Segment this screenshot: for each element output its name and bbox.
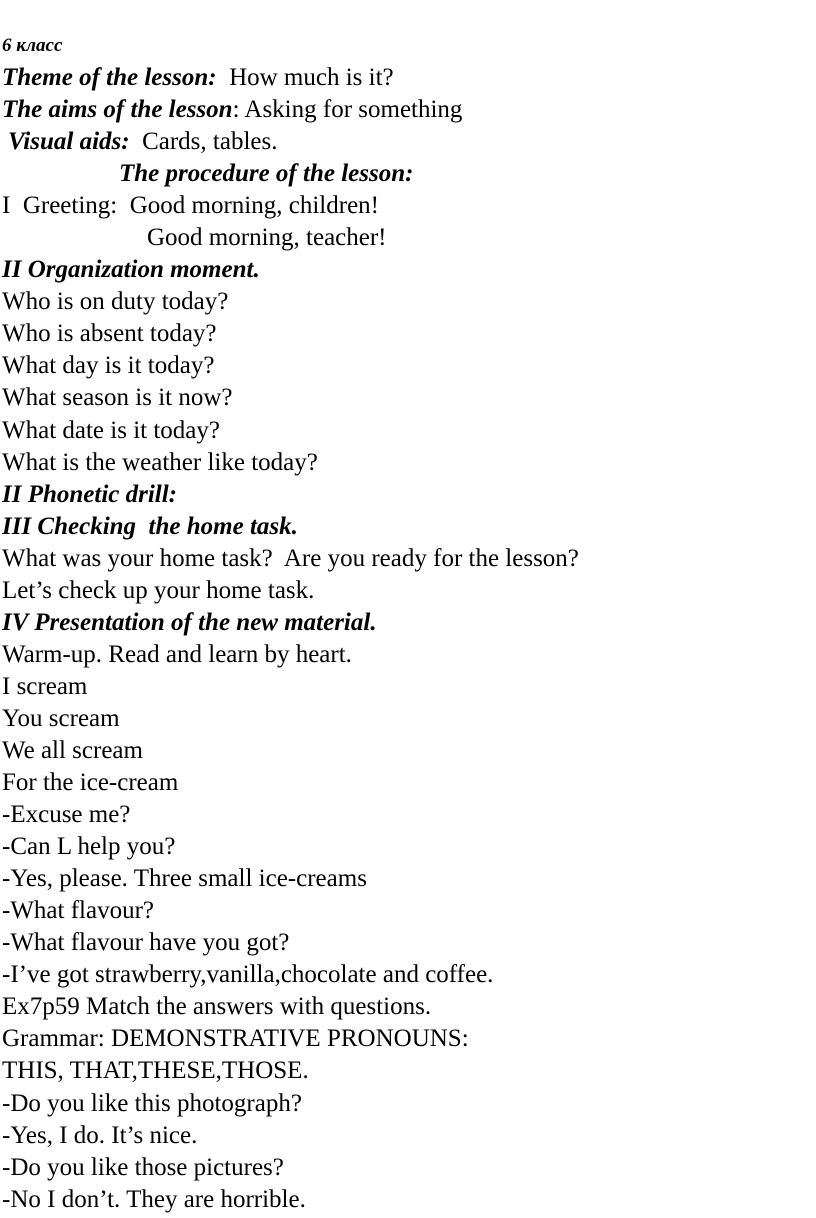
list-item: What was your home task? Are you ready for the lesson? [2, 544, 579, 572]
list-item: What day is it today? [2, 352, 215, 380]
grade-label: 6 класс [2, 35, 63, 56]
list-item: -Yes, I do. It’s nice. [2, 1121, 198, 1149]
aims-label: The aims of the lesson [2, 96, 233, 124]
list-item: You scream [2, 704, 120, 732]
list-item: -Can L help you? [2, 833, 176, 861]
list-item: -What flavour have you got? [2, 929, 290, 957]
list-item: -Do you like those pictures? [2, 1153, 284, 1181]
list-item: I scream [2, 672, 88, 700]
list-item: -I’ve got strawberry,vanilla,chocolate and coffee. [2, 961, 494, 989]
home-task-lines [2, 543, 812, 607]
procedure-heading: The procedure of the lesson: [119, 160, 414, 188]
aims-line [2, 94, 812, 126]
list-item: Ex7p59 Match the answers with questions. [2, 993, 432, 1021]
list-item: We all scream [2, 736, 143, 764]
theme-value: How much is it? [216, 64, 394, 91]
list-item: Grammar: DEMONSTRATIVE PRONOUNS: [2, 1025, 469, 1053]
theme-label: Theme of the lesson: [2, 64, 217, 91]
list-item: -What flavour? [2, 897, 155, 925]
presentation-heading: IV Presentation of the new material. [2, 608, 377, 636]
phonetic-drill-heading: II Phonetic drill: [2, 480, 178, 508]
list-item: Let’s check up your home task. [2, 576, 315, 604]
list-item: -No I don’t. They are horrible. [2, 1185, 306, 1213]
list-item: Who is absent today? [2, 320, 217, 348]
list-item: What date is it today? [2, 416, 220, 444]
list-item: -Do you like this photograph? [2, 1089, 302, 1117]
organization-questions [2, 286, 812, 478]
home-task-heading: III Checking the home task. [2, 512, 298, 540]
list-item: -Excuse me? [2, 801, 131, 829]
list-item: For the ice-cream [2, 769, 179, 797]
list-item: What season is it now? [2, 384, 233, 412]
theme-line [2, 62, 812, 94]
list-item: Who is on duty today? [2, 288, 229, 316]
visual-aids-line [2, 126, 812, 158]
visual-aids-value: Cards, tables. [129, 128, 278, 156]
list-item: Warm-up. Read and learn by heart. [2, 640, 352, 668]
organization-heading: II Organization moment. [2, 256, 260, 284]
greeting-reply-line: Good morning, teacher! [147, 224, 387, 252]
visual-aids-label: Visual aids: [8, 128, 130, 156]
list-item: What is the weather like today? [2, 448, 318, 476]
list-item: -Yes, please. Three small ice-creams [2, 865, 367, 893]
lesson-plan-page [2, 30, 812, 1216]
greeting-line: I Greeting: Good morning, children! [2, 192, 379, 220]
presentation-lines [2, 639, 812, 1216]
list-item: THIS, THAT,THESE,THOSE. [2, 1057, 309, 1085]
aims-value: : Asking for something [232, 96, 463, 124]
